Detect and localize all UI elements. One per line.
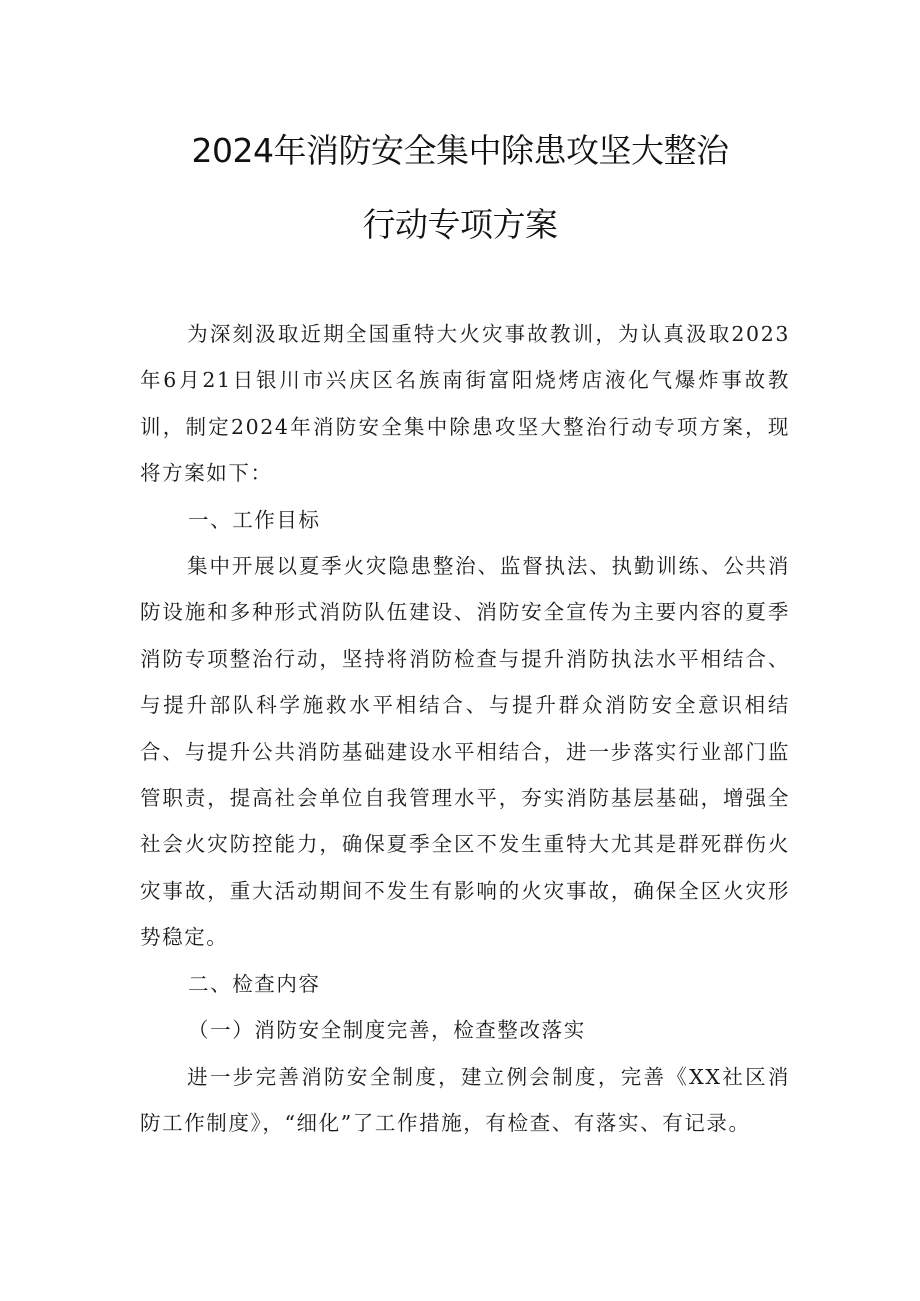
intro-paragraph: 为深刻汲取近期全国重特大火灾事故教训，为认真汲取2023年6月21日银川市兴庆区名族南街富阳烧烤店液化气爆炸事故教训，制定2024年消防安全集中除患攻坚大整治行动专项方案，现将方案如下： bbox=[140, 322, 790, 486]
section-heading-inspection-content: 二、检查内容 bbox=[188, 971, 321, 996]
work-goals-paragraph: 集中开展以夏季火灾隐患整治、监督执法、执勤训练、公共消防设施和多种形式消防队伍建设、消防安全宣传为主要内容的夏季消防专项整治行动，坚持将消防检查与提升消防执法水平相结合、与提升部队科学施救水平相结合、与提升群众消防安全意识相结合、与提升公共消防基础建设水平相结合，进一步落实行业部门监管职责，提高社会单位自我管理水平，夯实消防基层基础，增强全社会火灾防控能力，确保夏季全区不发生重特大尤其是群死群伤火灾事故，重大活动期间不发生有影响的火灾事故，确保全区火灾形势稳定。 bbox=[140, 554, 790, 950]
document-title-line-2: 行动专项方案 bbox=[362, 205, 558, 244]
fire-safety-system-paragraph: 进一步完善消防安全制度，建立例会制度，完善《XX社区消防工作制度》，“细化”了工作措施，有检查、有落实、有记录。 bbox=[140, 1064, 790, 1135]
document-body bbox=[140, 311, 790, 1146]
document-title-line-1: 2024年消防安全集中除患攻坚大整治 bbox=[191, 131, 729, 170]
subsection-heading-fire-safety-system: （一）消防安全制度完善，检查整改落实 bbox=[188, 1018, 586, 1043]
section-heading-work-goals: 一、工作目标 bbox=[188, 507, 321, 532]
